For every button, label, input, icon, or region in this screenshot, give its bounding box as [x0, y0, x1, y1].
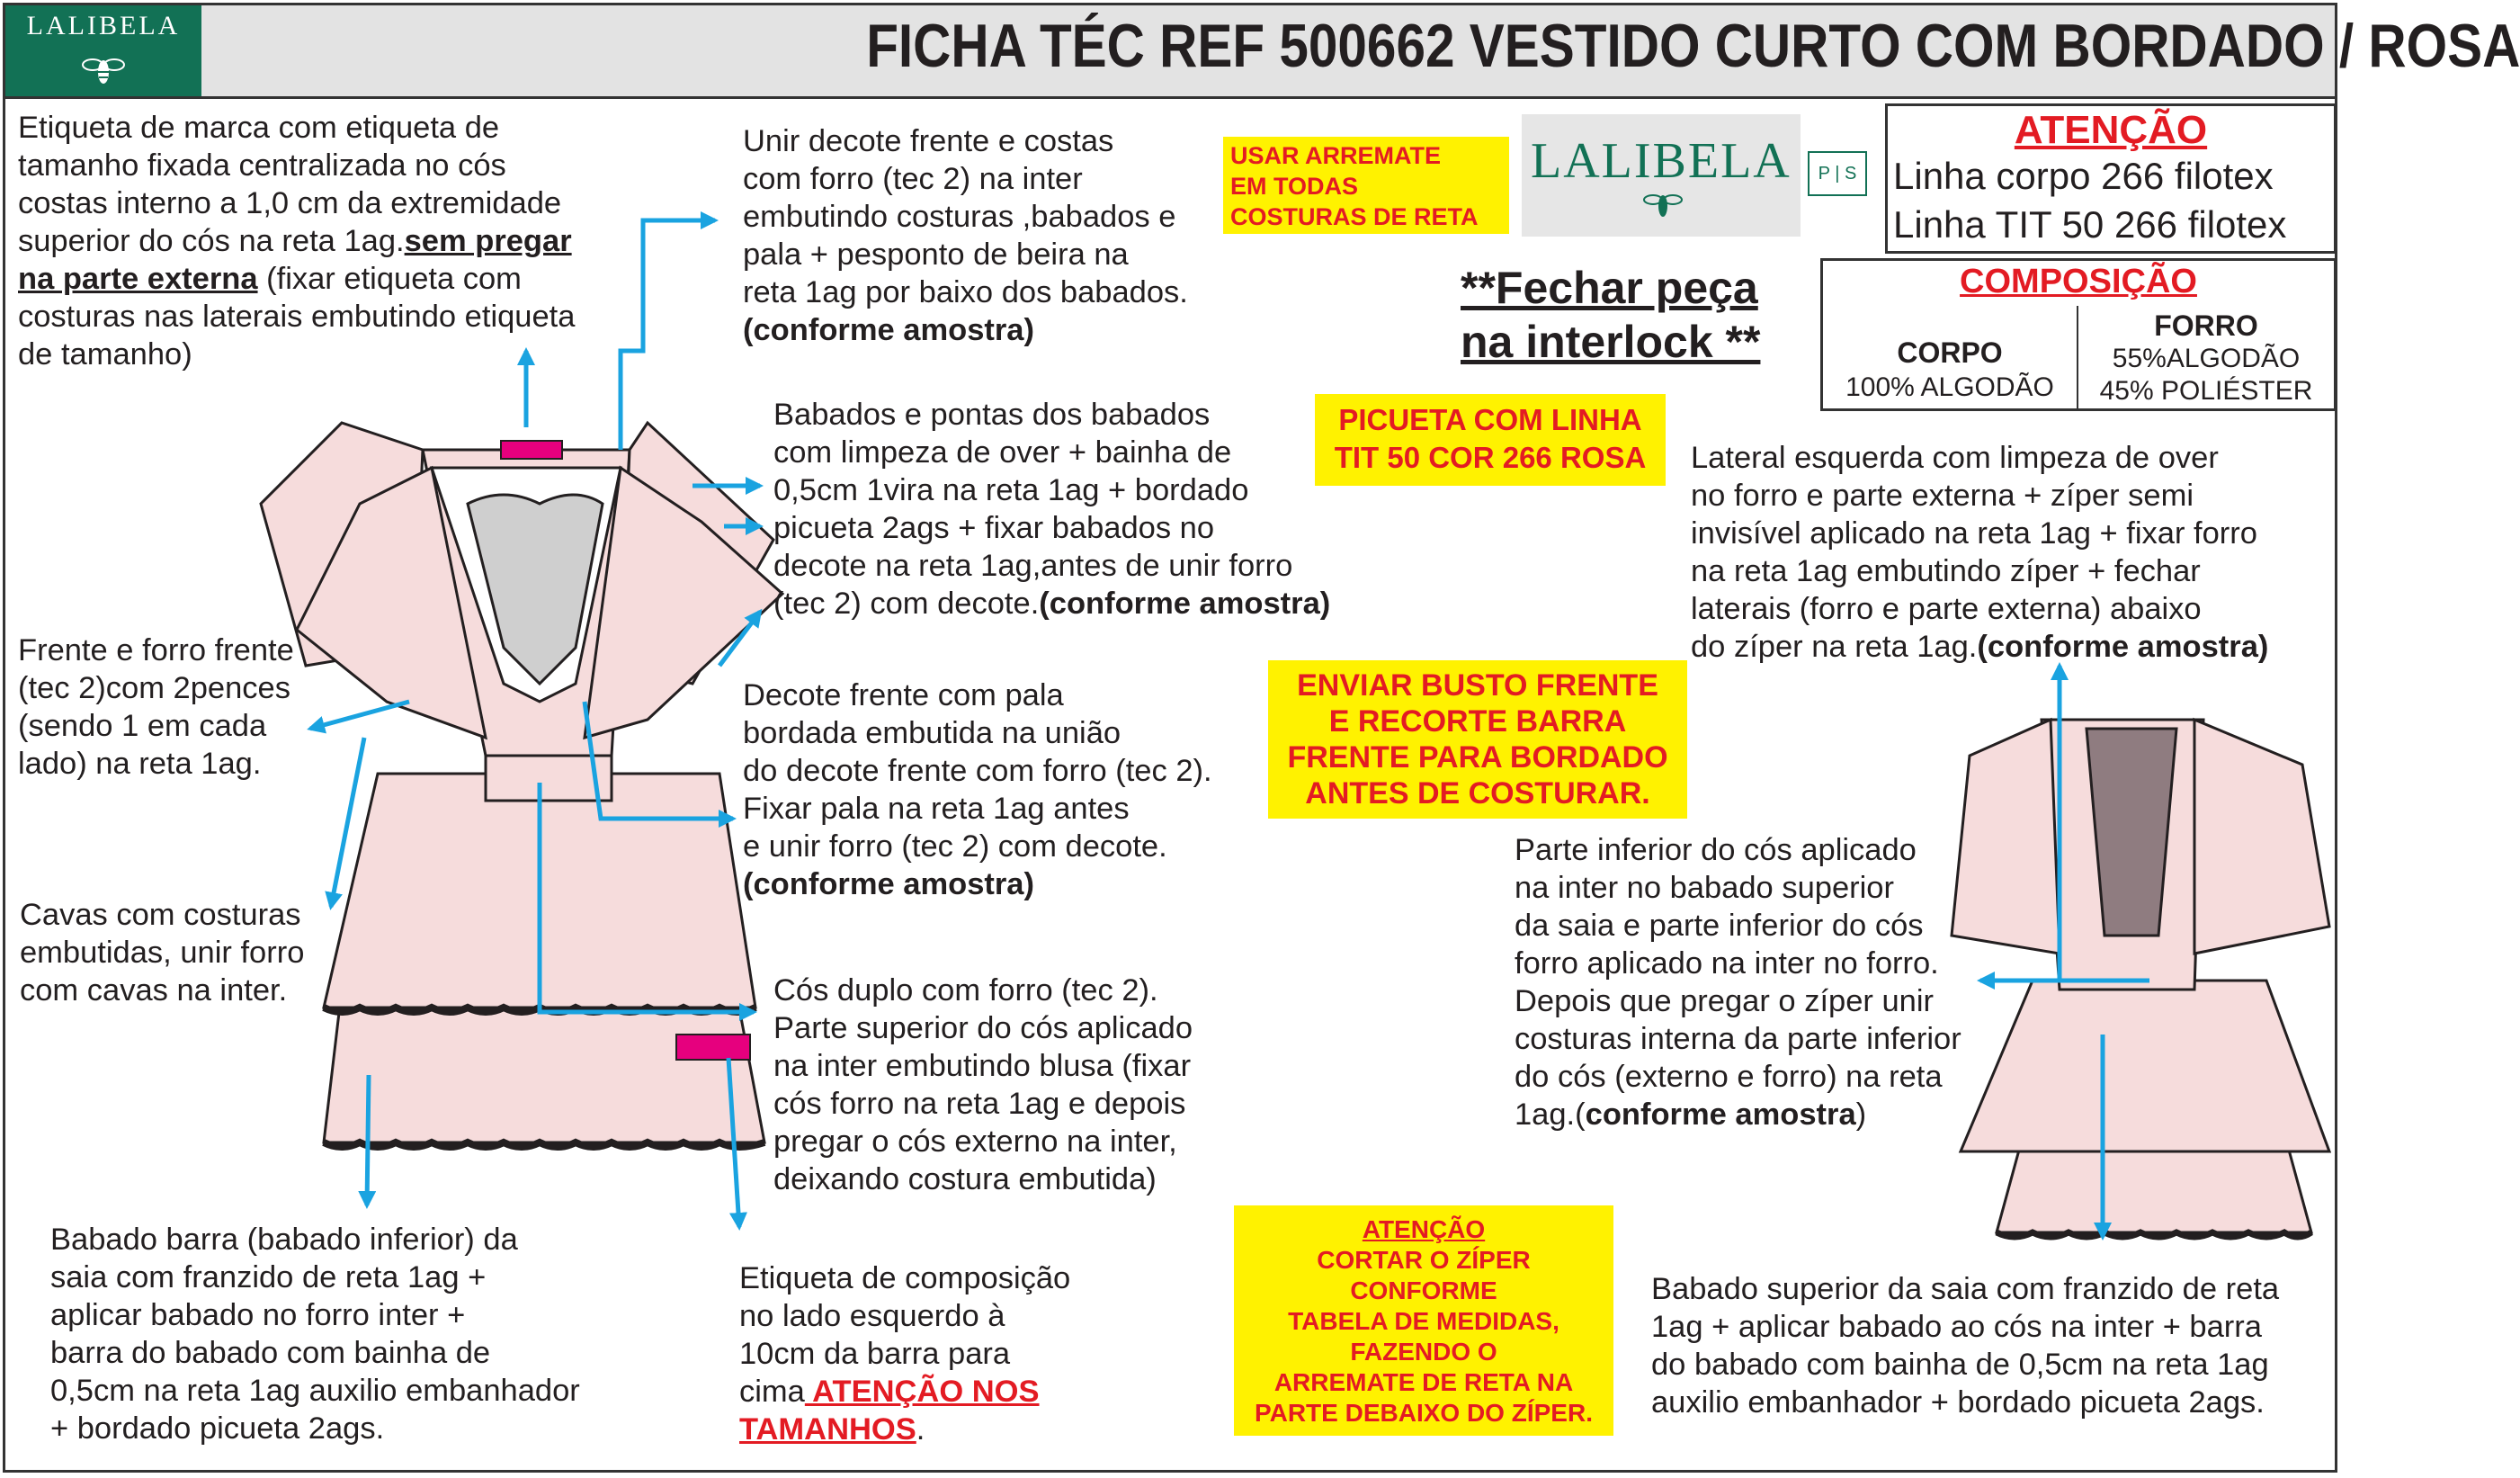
callout-cortar-ziper	[1234, 1205, 1613, 1436]
note-emphasis: (conforme amostra)	[1977, 630, 2269, 664]
note-cos-duplo	[773, 972, 1193, 1198]
note-line: costas interno a 1,0 cm da extremidade	[18, 186, 562, 220]
note-warning: ATENÇÃO NOS	[804, 1375, 1040, 1409]
note-line: Cavas com costuras	[20, 898, 301, 932]
note-line: barra do babado com bainha de	[50, 1336, 491, 1370]
note-babado-superior	[1651, 1270, 2279, 1421]
note-line: com cavas na inter.	[20, 973, 288, 1008]
arrow-unir-decote	[621, 220, 715, 450]
fechar-line: **Fechar peça	[1461, 263, 1758, 313]
note-cavas	[20, 896, 304, 1009]
note-line: reta 1ag por baixo dos babados.	[743, 275, 1188, 309]
note-line: do cós (externo e forro) na reta	[1515, 1060, 1943, 1094]
callout-heading: ATENÇÃO	[1362, 1215, 1486, 1243]
note-text: .	[916, 1412, 925, 1447]
note-text: 1ag.(	[1515, 1097, 1586, 1132]
note-line	[743, 865, 1212, 903]
corpo-value: 100% ALGODÃO	[1845, 372, 2054, 402]
note-line: decote na reta 1ag,antes de unir forro	[773, 549, 1293, 583]
forro-value: 55%ALGODÃO	[2112, 344, 2301, 373]
brand-logo-text: LALIBELA	[26, 11, 181, 40]
fechar-peca-note	[1461, 261, 1760, 369]
note-line: Lateral esquerda com limpeza de over	[1691, 441, 2219, 475]
arrow-babado-barra	[367, 1075, 369, 1205]
note-line	[743, 311, 1188, 349]
forro-label: FORRO	[2154, 309, 2258, 342]
note-line: Frente e forro frente	[18, 633, 294, 667]
note-line: Cós duplo com forro (tec 2).	[773, 973, 1158, 1008]
callout-line: FAZENDO O	[1350, 1338, 1497, 1366]
note-line: Etiqueta de composição	[739, 1261, 1071, 1295]
forro-value: 45% POLIÉSTER	[2099, 376, 2313, 406]
note-line: bordada embutida na união	[743, 716, 1121, 750]
note-line: lado) na reta 1ag.	[18, 747, 262, 781]
note-line: Babado barra (babado inferior) da	[50, 1223, 518, 1257]
note-line	[739, 1373, 1070, 1411]
note-unir-decote	[743, 122, 1188, 349]
note-line: Fixar pala na reta 1ag antes	[743, 792, 1130, 826]
note-babado-barra	[50, 1221, 580, 1447]
note-line: Decote frente com pala	[743, 678, 1064, 712]
callout-line: COSTURAS DE RETA	[1230, 203, 1479, 230]
note-frente-forro	[18, 632, 294, 783]
note-lateral-esquerda	[1691, 439, 2268, 666]
note-line: embutidas, unir forro	[20, 936, 305, 970]
callout-enviar-busto	[1268, 660, 1687, 819]
note-emphasis: conforme amostra	[1585, 1097, 1856, 1132]
note-emphasis: (conforme amostra)	[743, 867, 1034, 901]
callout-line: TABELA DE MEDIDAS,	[1288, 1307, 1559, 1335]
note-line: na inter embutindo blusa (fixar	[773, 1049, 1192, 1083]
note-line: pala + pesponto de beira na	[743, 237, 1129, 272]
callout-line: FRENTE PARA BORDADO	[1287, 740, 1668, 775]
note-warning: TAMANHOS	[739, 1412, 916, 1447]
note-line: com forro (tec 2) na inter	[743, 162, 1083, 196]
note-line: Parte inferior do cós aplicado	[1515, 833, 1917, 867]
page-title: FICHA TÉC REF 500662 VESTIDO CURTO COM BORDADO / ROSA	[866, 12, 2520, 80]
note-line: Babado superior da saia com franzido de reta	[1651, 1272, 2280, 1306]
note-line: tamanho fixada centralizada no cós	[18, 148, 506, 183]
back-left-ruffle	[1952, 720, 2060, 954]
composicao-box	[1820, 258, 2337, 411]
ps-mark: P | S	[1808, 151, 1867, 196]
note-line: 1ag + aplicar babado ao cós na inter + barra	[1651, 1310, 2262, 1344]
note-line: na reta 1ag embutindo zíper + fechar	[1691, 554, 2201, 588]
callout-line: ARREMATE DE RETA NA	[1273, 1368, 1574, 1396]
back-dress-sketch	[1952, 720, 2329, 1232]
note-line: picueta 2ags + fixar babados no	[773, 511, 1215, 545]
note-line: cós forro na reta 1ag e depois	[773, 1087, 1186, 1121]
note-etiqueta-composicao	[739, 1259, 1070, 1448]
note-line: do decote frente com forro (tec 2).	[743, 754, 1212, 788]
note-emphasis: na parte externa	[18, 262, 258, 296]
note-text: superior do cós na reta 1ag.	[18, 224, 405, 258]
note-babados-pontas	[773, 396, 1330, 623]
note-line: de tamanho)	[18, 337, 192, 372]
note-line: Parte superior do cós aplicado	[773, 1011, 1193, 1045]
note-line: Babados e pontas dos babados	[773, 398, 1211, 432]
corpo-label: CORPO	[1897, 336, 2003, 369]
note-line: do babado com bainha de 0,5cm na reta 1ag	[1651, 1348, 2269, 1382]
note-line: 0,5cm 1vira na reta 1ag + bordado	[773, 473, 1249, 507]
note-line	[773, 585, 1330, 623]
callout-line: PICUETA COM LINHA	[1338, 403, 1642, 436]
brand-logo-secondary	[1522, 114, 1801, 237]
fechar-line: na interlock **	[1461, 317, 1761, 367]
note-line	[18, 222, 575, 260]
note-line: costuras nas laterais embutindo etiqueta	[18, 300, 576, 334]
note-line: 0,5cm na reta 1ag auxilio embanhador	[50, 1374, 580, 1408]
composicao-heading: COMPOSIÇÃO	[1960, 263, 2197, 300]
note-line	[18, 260, 575, 298]
note-line: embutindo costuras ,babados e	[743, 200, 1176, 234]
note-line: aplicar babado no forro inter +	[50, 1298, 466, 1332]
note-emphasis: (conforme amostra)	[1039, 587, 1331, 621]
note-line: invisível aplicado na reta 1ag + fixar forro	[1691, 516, 2257, 551]
note-line: 10cm da barra para	[739, 1337, 1011, 1371]
atencao-box	[1885, 103, 2337, 254]
note-line: auxilio embanhador + bordado picueta 2ags.	[1651, 1385, 2265, 1420]
atencao-line: Linha TIT 50 266 filotex	[1893, 203, 2287, 246]
callout-line: CONFORME	[1350, 1276, 1497, 1304]
callout-line: TIT 50 COR 266 ROSA	[1334, 441, 1647, 474]
note-line: no forro e parte externa + zíper semi	[1691, 479, 2194, 513]
note-emphasis: sem pregar	[404, 224, 572, 258]
callout-line: EM TODAS	[1230, 173, 1359, 200]
note-text: (tec 2) com decote.	[773, 587, 1040, 621]
arrow-frente-forro	[310, 702, 409, 729]
note-line: na inter no babado superior	[1515, 871, 1894, 905]
note-line	[1515, 1096, 1961, 1133]
note-line: da saia e parte inferior do cós	[1515, 909, 1924, 943]
callout-line: USAR ARREMATE	[1230, 142, 1441, 169]
note-line: (tec 2)com 2pences	[18, 671, 290, 705]
callout-usar-arremate	[1223, 137, 1509, 234]
note-line: + bordado picueta 2ags.	[50, 1411, 385, 1446]
atencao-line: Linha corpo 266 filotex	[1893, 155, 2274, 197]
callout-line: CORTAR O ZÍPER	[1317, 1246, 1531, 1274]
bee-icon	[1643, 188, 1683, 220]
note-etiqueta-marca	[18, 109, 575, 373]
note-text: )	[1855, 1097, 1867, 1132]
note-line	[1691, 628, 2268, 666]
note-text: do zíper na reta 1ag.	[1691, 630, 1978, 664]
note-line: Depois que pregar o zíper unir	[1515, 984, 1935, 1018]
callout-line: E RECORTE BARRA	[1328, 704, 1627, 739]
note-decote-frente	[743, 676, 1212, 903]
note-line	[739, 1411, 1070, 1448]
atencao-heading: ATENÇÃO	[2014, 108, 2208, 152]
brand-label-tag	[501, 441, 562, 459]
note-line: costuras interna da parte inferior	[1515, 1022, 1961, 1056]
callout-line: PARTE DEBAIXO DO ZÍPER.	[1255, 1399, 1593, 1427]
callout-line: ENVIAR BUSTO FRENTE	[1297, 668, 1658, 703]
note-line: (sendo 1 em cada	[18, 709, 267, 743]
note-line: com limpeza de over + bainha de	[773, 435, 1232, 470]
back-skirt-upper	[1961, 981, 2329, 1151]
note-line: forro aplicado na inter no forro.	[1515, 946, 1939, 981]
note-line: Etiqueta de marca com etiqueta de	[18, 111, 500, 145]
note-line: Unir decote frente e costas	[743, 124, 1114, 158]
note-line: deixando costura embutida)	[773, 1162, 1157, 1196]
note-emphasis: (conforme amostra)	[743, 313, 1034, 347]
callout-picueta	[1315, 394, 1666, 486]
brand-logo-secondary-text: LALIBELA	[1531, 133, 1792, 189]
note-parte-inferior-cos	[1515, 831, 1961, 1133]
note-text: cima	[739, 1375, 805, 1409]
note-line: no lado esquerdo à	[739, 1299, 1005, 1333]
note-line: e unir forro (tec 2) com decote.	[743, 829, 1167, 864]
note-line: saia com franzido de reta 1ag +	[50, 1260, 487, 1294]
composition-label-tag	[676, 1035, 750, 1060]
note-line: laterais (forro e parte externa) abaixo	[1691, 592, 2202, 626]
back-right-ruffle	[2194, 720, 2329, 954]
callout-line: ANTES DE COSTURAR.	[1305, 776, 1650, 811]
note-line: pregar o cós externo na inter,	[773, 1124, 1177, 1159]
note-text: (fixar etiqueta com	[257, 262, 522, 296]
